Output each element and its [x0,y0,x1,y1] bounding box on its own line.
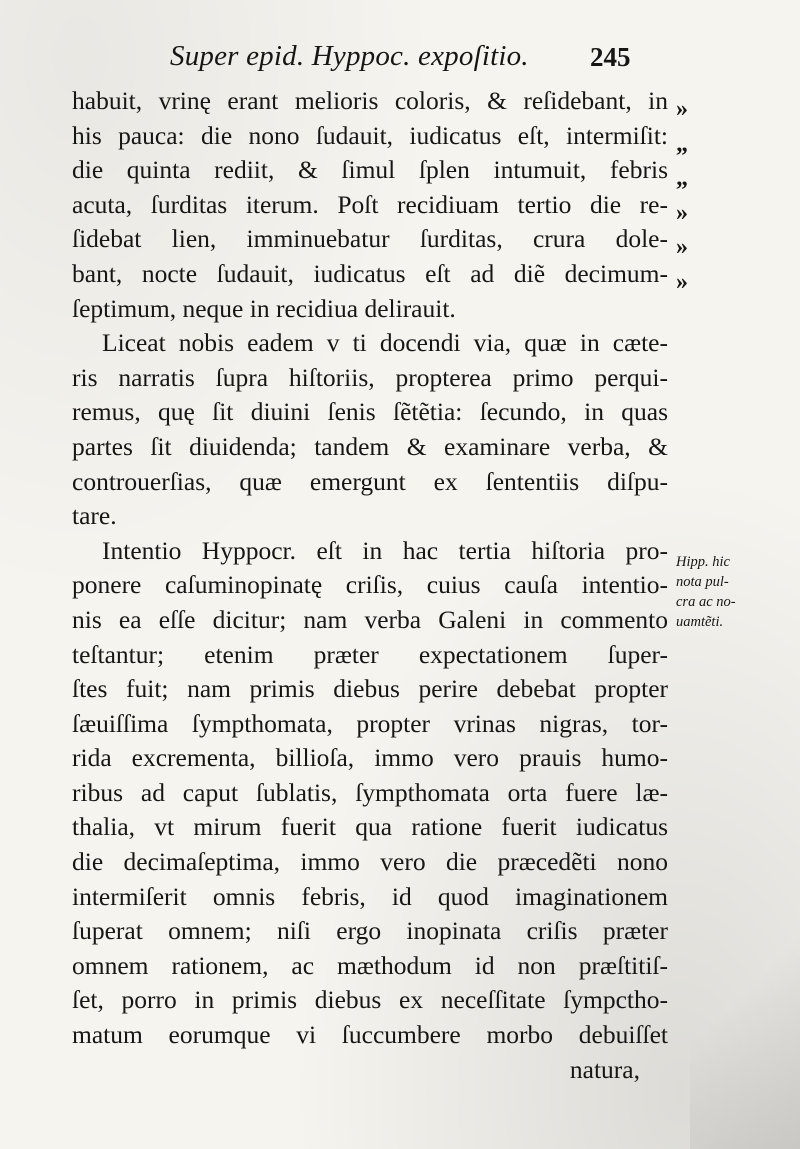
quote-mark: „ [676,130,688,157]
text-line: thalia, vt mirum fuerit qua ratione fuerit iudicatus [72,812,668,842]
text-line: teſtantur; etenim præter expectationem ſuper- [72,639,668,669]
text-line: remus, quę ſit diuini ſenis ſẽtẽtia: ſecundo, in quas [72,397,668,427]
running-header: Super epid. Hyppoc. expoſitio. [170,40,529,72]
text-line: controuerſias, quæ emergunt ex ſententiis diſpu- [72,466,668,496]
paragraph-start-line: Intentio Hyppocr. eſt in hac tertia hiſtoria pro- [102,535,668,565]
marginal-note-line: cra ac no- [676,594,736,610]
text-line: ſuperat omnem; niſi ergo inopinata criſis præter [72,916,668,946]
text-line: ſeptimum, neque in recidiua delirauit. [72,293,456,323]
text-line: intermiſerit omnis febris, id quod imaginationem [72,881,668,911]
text-line: nis ea eſſe dicitur; nam verba Galeni in commento [72,604,668,634]
marginal-note-line: nota pul- [676,574,729,590]
text-line: ribus ad caput ſublatis, ſympthomata orta fuere læ- [72,777,668,807]
text-line: tare. [72,501,117,531]
text-line: ſet, porro in primis diebus ex neceſſitate ſympctho- [72,985,668,1015]
text-line: ris narratis ſupra hiſtoriis, propterea primo perqui- [72,362,668,392]
text-line: ſidebat lien, imminuebatur ſurditas, crura dole- [72,224,668,254]
quote-mark: » [676,199,688,226]
text-line: omnem rationem, ac mæthodum id non præſtitiſ- [72,950,668,980]
quotation-marks-column [676,92,706,300]
text-line: matum eorumque vi ſuccumbere morbo debuiſſet [72,1020,668,1050]
body-text [72,84,668,1087]
text-line: ponere caſuminopinatę criſis, cuius cauſa intentio- [72,570,668,600]
text-line: ſæuiſſima ſympthomata, propter vrinas nigras, tor- [72,708,668,738]
text-line: acuta, ſurditas iterum. Poſt recidiuam tertio die re- [72,189,668,219]
text-line: bant, nocte ſudauit, iudicatus eſt ad diẽ decimum- [72,258,668,288]
quote-mark: » [676,234,688,261]
catchword: natura, [569,1054,640,1084]
text-line: die quinta rediit, & ſimul ſplen intumuit, febris [72,155,668,185]
text-line: his pauca: die nono ſudauit, iudicatus eſt, intermiſit: [72,120,668,150]
paragraph-start-line: Liceat nobis eadem v ti docendi via, quæ in cæte- [102,328,668,358]
text-line: die decimaſeptima, immo vero die præcedẽti nono [72,847,668,877]
quote-mark: » [676,268,688,295]
page-fold-shadow [690,900,800,1149]
text-line: ſtes fuit; nam primis diebus perire debebat propter [72,674,668,704]
marginal-note-line: Hipp. hic [676,554,730,570]
text-line: habuit, vrinę erant melioris coloris, & reſidebant, in [72,86,668,115]
page-number: 245 [590,42,631,72]
text-line: rida excrementa, billioſa, immo vero prauis humo- [72,743,668,773]
text-line: partes ſit diuidenda; tandem & examinare verba, & [72,431,668,461]
quote-mark: „ [676,165,688,192]
quote-mark: » [676,96,688,122]
marginal-note-line: uamtẽti. [676,614,724,630]
marginal-note [676,552,786,632]
